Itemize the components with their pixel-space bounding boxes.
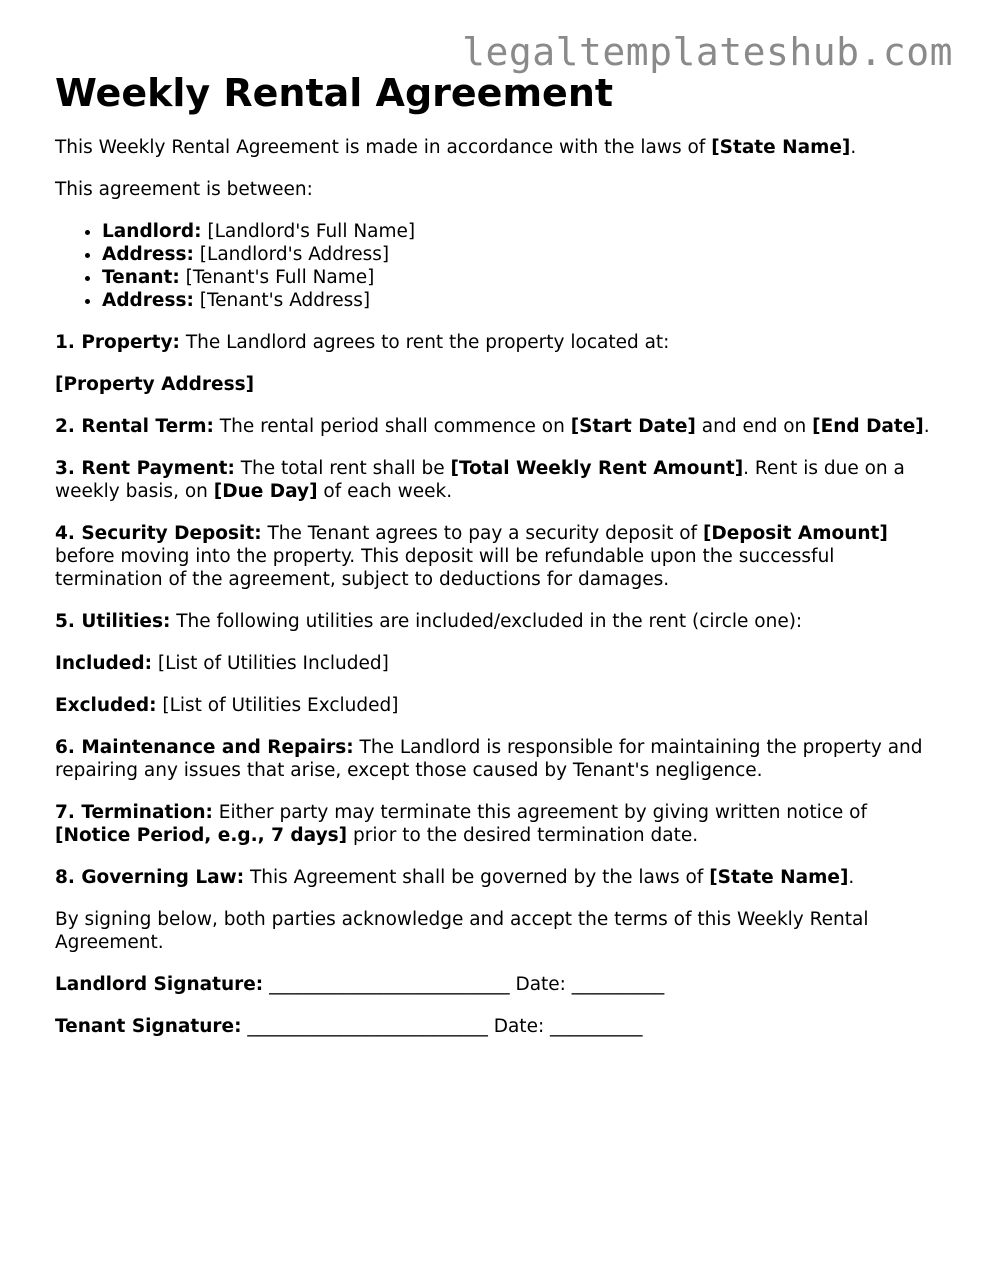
section-heading: 8. Governing Law:: [55, 867, 245, 888]
included-value: [List of Utilities Included]: [151, 653, 389, 674]
section-text: .: [923, 416, 930, 437]
closing-paragraph: By signing below, both parties acknowledge and accept the terms of this Weekly Rental Agreement.: [55, 909, 869, 953]
document-body: [55, 70, 935, 1057]
between-paragraph: This agreement is between:: [55, 179, 313, 200]
tenant-signature-blank: __________________________ Date: __________: [241, 1016, 643, 1037]
section-text: The following utilities are included/excluded in the rent (circle one):: [170, 611, 803, 632]
section-property: [55, 331, 935, 354]
section-text: before moving into the property. This deposit will be refundable upon the successful termination of the agreement, subject to deductions for damages.: [55, 546, 835, 590]
party-value: [Landlord's Full Name]: [207, 221, 416, 242]
list-item: [102, 220, 935, 243]
party-label: Landlord:: [102, 221, 202, 242]
section-heading: 3. Rent Payment:: [55, 458, 235, 479]
section-heading: 6. Maintenance and Repairs:: [55, 737, 354, 758]
section-text: The Landlord is responsible for maintaining the property and repairing any issues that arise, except those caused by Tenant's negligence.: [55, 737, 923, 781]
excluded-label: Excluded:: [55, 695, 157, 716]
end-date-placeholder: [End Date]: [812, 416, 924, 437]
section-text: This Agreement shall be governed by the laws of: [244, 867, 710, 888]
section-text: .: [848, 867, 855, 888]
party-label: Address:: [102, 244, 194, 265]
party-value: [Landlord's Address]: [199, 244, 390, 265]
landlord-signature-line: [55, 973, 935, 996]
state-placeholder: [State Name]: [709, 867, 849, 888]
due-day-placeholder: [Due Day]: [213, 481, 318, 502]
section-text: The rental period shall commence on: [213, 416, 571, 437]
intro-end: .: [850, 137, 857, 158]
page-title: Weekly Rental Agreement: [55, 71, 614, 115]
landlord-signature-label: Landlord Signature:: [55, 974, 264, 995]
section-heading: 4. Security Deposit:: [55, 523, 262, 544]
section-text: Either party may terminate this agreement by giving written notice of: [212, 802, 867, 823]
section-maintenance: [55, 736, 935, 782]
section-text: The total rent shall be: [234, 458, 451, 479]
list-item: [102, 289, 935, 312]
property-address-placeholder: [Property Address]: [55, 374, 255, 395]
section-security-deposit: [55, 522, 935, 591]
section-heading: 5. Utilities:: [55, 611, 171, 632]
section-text: of each week.: [317, 481, 453, 502]
watermark: legaltemplateshub.com: [462, 30, 953, 74]
intro-paragraph: [55, 136, 935, 159]
section-text: and end on: [695, 416, 813, 437]
section-heading: 7. Termination:: [55, 802, 213, 823]
included-label: Included:: [55, 653, 152, 674]
intro-text: This Weekly Rental Agreement is made in accordance with the laws of: [55, 137, 712, 158]
party-label: Address:: [102, 290, 194, 311]
list-item: [102, 243, 935, 266]
tenant-signature-line: [55, 1015, 935, 1038]
section-text: The Tenant agrees to pay a security deposit of: [261, 523, 703, 544]
section-utilities: [55, 610, 935, 633]
utilities-excluded: [55, 694, 935, 717]
section-rent-payment: [55, 457, 935, 503]
intro-state-placeholder: [State Name]: [711, 137, 851, 158]
property-address: [55, 373, 935, 396]
section-text: prior to the desired termination date.: [347, 825, 699, 846]
section-heading: 1. Property:: [55, 332, 180, 353]
utilities-included: [55, 652, 935, 675]
excluded-value: [List of Utilities Excluded]: [156, 695, 399, 716]
party-value: [Tenant's Full Name]: [185, 267, 375, 288]
list-item: [102, 266, 935, 289]
section-rental-term: [55, 415, 935, 438]
section-heading: 2. Rental Term:: [55, 416, 214, 437]
section-text: . Rent is due on a weekly basis, on: [55, 458, 905, 502]
section-governing-law: [55, 866, 935, 889]
landlord-signature-blank: __________________________ Date: __________: [263, 974, 665, 995]
start-date-placeholder: [Start Date]: [570, 416, 696, 437]
tenant-signature-label: Tenant Signature:: [55, 1016, 242, 1037]
party-value: [Tenant's Address]: [199, 290, 371, 311]
party-label: Tenant:: [102, 267, 180, 288]
deposit-amount-placeholder: [Deposit Amount]: [702, 523, 888, 544]
rent-amount-placeholder: [Total Weekly Rent Amount]: [450, 458, 744, 479]
notice-period-placeholder: [Notice Period, e.g., 7 days]: [55, 825, 348, 846]
section-text: The Landlord agrees to rent the property located at:: [179, 332, 670, 353]
parties-list: [55, 220, 935, 312]
section-termination: [55, 801, 935, 847]
